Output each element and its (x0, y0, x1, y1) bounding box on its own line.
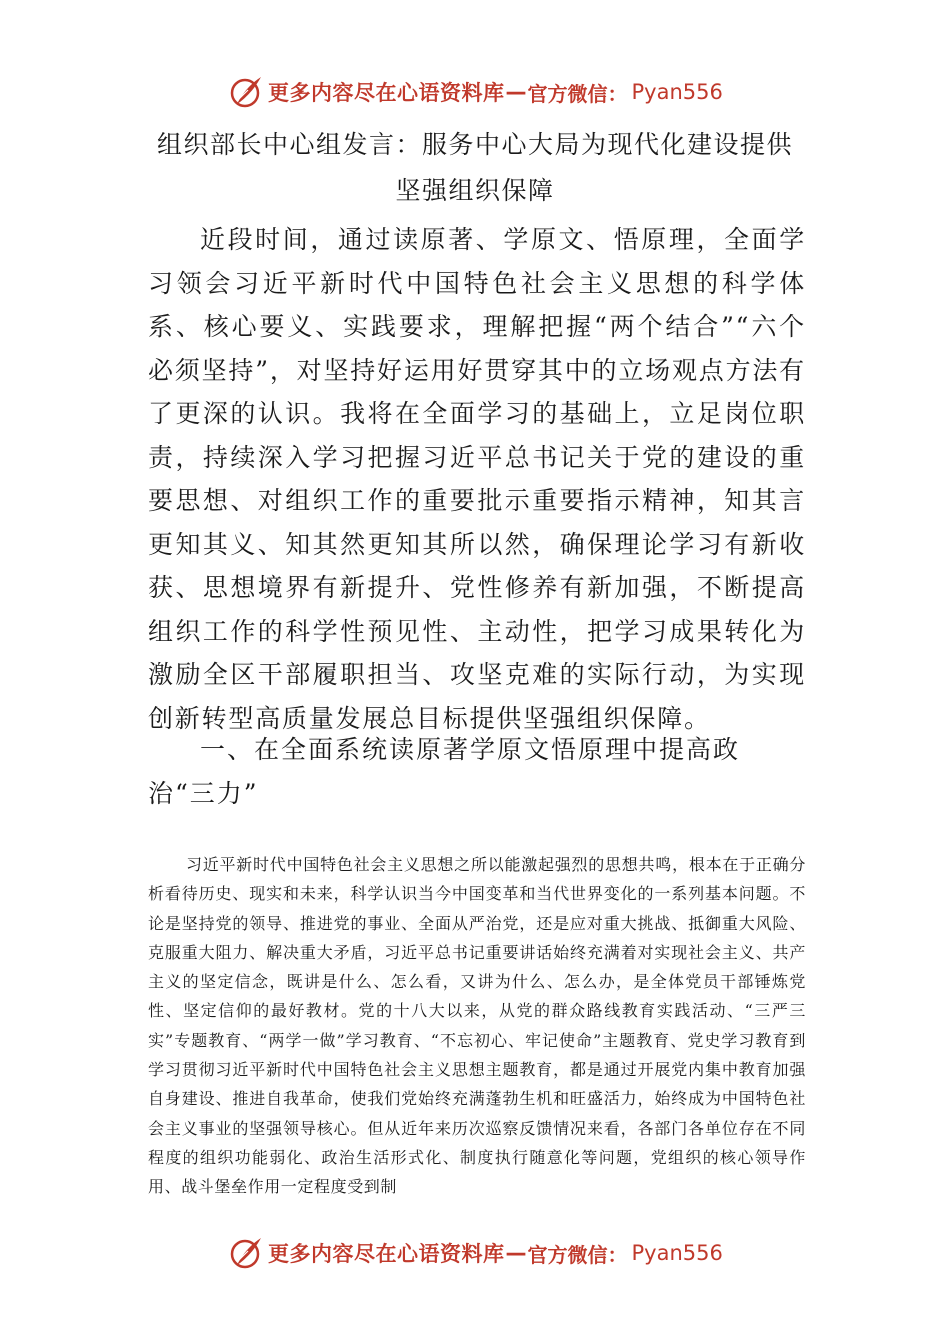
watermark-text: 更多内容尽在心语资料库 (268, 1242, 505, 1266)
section-1-paragraph: 习近平新时代中国特色社会主义思想之所以能激起强烈的思想共鸣，根本在于正确分析看待历史、现实和未来，科学认识当今中国变革和当代世界变化的一系列基本问题。不论是坚持党的领导、推进党的事业、全面从严治党，还是应对重大挑战、抵御重大风险、克服重大阻力、解决重大矛盾，习近平总书记重要讲话始终充满着对实现社会主义、共产主义的坚定信念，既讲是什么、怎么看，又讲为什么、怎么办，是全体党员干部锤炼党性、坚定信仰的最好教材。党的十八大以来，从党的群众路线教育实践活动、“三严三实”专题教育、“两学一做”学习教育、“不忘初心、牢记使命”主题教育、党史学习教育到学习贯彻习近平新时代中国特色社会主义思想主题教育，都是通过开展党内集中教育加强自身建设、推进自我革命，使我们党始终充满蓬勃生机和旺盛活力，始终成为中国特色社会主义事业的坚强领导核心。但从近年来历次巡察反馈情况来看，各部门各单位存在不同程度的组织功能弱化、政治生活形式化、制度执行随意化等问题，党组织的核心领导作用、战斗堡垒作用一定程度受到制 (148, 855, 806, 1197)
watermark-banner-bottom (228, 1233, 748, 1273)
quill-logo-icon (228, 1235, 264, 1271)
watermark-wechat-label: 官方微信： (527, 81, 628, 106)
intro-paragraph: 近段时间，通过读原著、学原文、悟原理，全面学习领会习近平新时代中国特色社会主义思想的科学体系、核心要义、实践要求，理解把握“两个结合”“六个必须坚持”，对坚持好运用好贯穿其中的立场观点方法有了更深的认识。我将在全面学习的基础上，立足岗位职责，持续深入学习把握习近平总书记关于党的建设的重要思想、对组织工作的重要批示重要指示精神，知其言更知其义、知其然更知其所以然，确保理论学习有新收获、思想境界有新提升、党性修养有新加强，不断提高组织工作的科学性预见性、主动性，把学习成果转化为激励全区干部履职担当、攻坚克难的实际行动，为实现创新转型高质量发展总目标提供坚强组织保障。 (148, 225, 806, 733)
watermark-banner-top (228, 72, 748, 112)
quill-logo-icon (228, 74, 264, 110)
watermark-separator: — (505, 1241, 527, 1265)
watermark-wechat-id: Pyan556 (631, 1241, 723, 1265)
watermark-wechat-id: Pyan556 (631, 80, 723, 104)
watermark-separator: — (505, 80, 527, 104)
watermark-text: 更多内容尽在心语资料库 (268, 81, 505, 105)
watermark-wechat-label: 官方微信： (527, 1242, 628, 1267)
document-title: 组织部长中心组发言：服务中心大局为现代化建设提供坚强组织保障 (156, 130, 793, 205)
section-heading-1: 一、在全面系统读原著学原文悟原理中提高政治“三力” (148, 735, 741, 808)
